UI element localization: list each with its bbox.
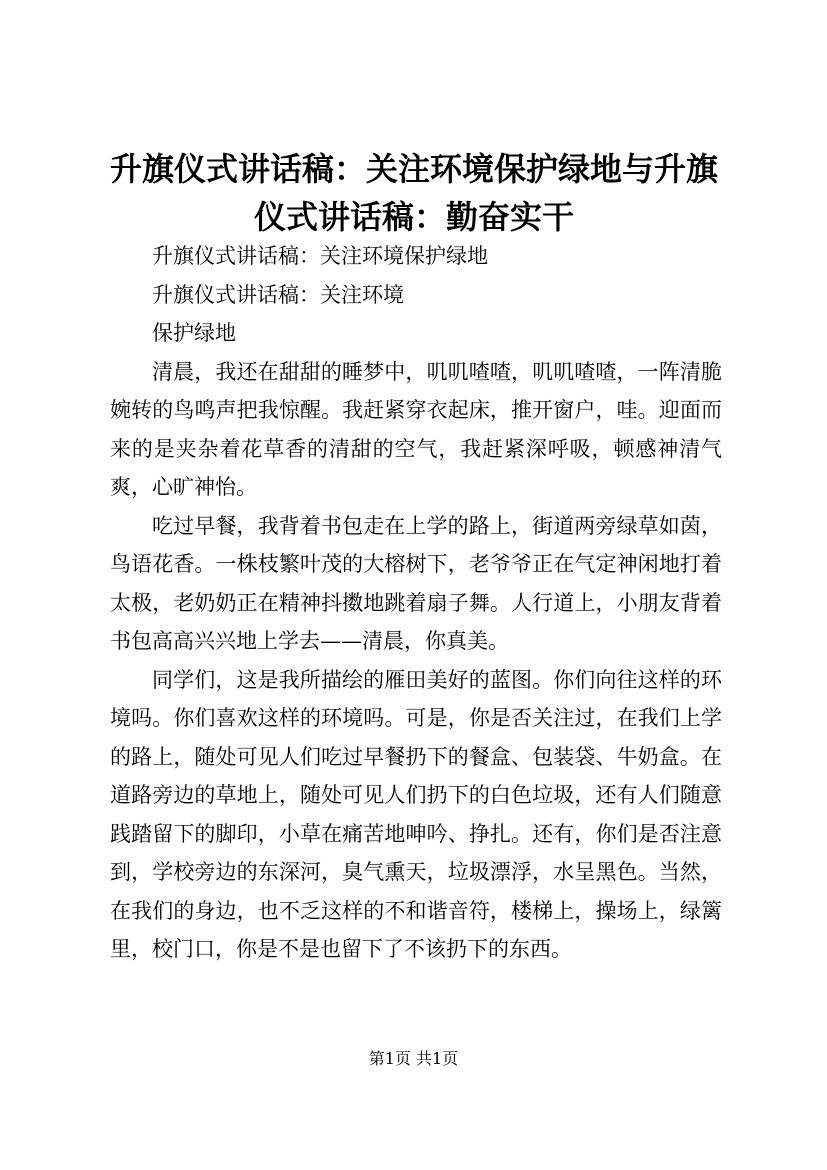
paragraph-heading-1: 升旗仪式讲话稿：关注环境保护绿地 [152,244,488,268]
paragraph-body: 吃过早餐，我背着书包走在上学的路上，街道两旁绿草如茵，鸟语花香。一株枝繁叶茂的大榕树下，老爷爷正在气定神闲地打着太极，老奶奶正在精神抖擞地跳着扇子舞。人行道上，小朋友背着书包高高兴兴地上学去——清晨，你真美。 [110,513,722,653]
paragraph-body: 清晨，我还在甜甜的睡梦中，叽叽喳喳，叽叽喳喳，一阵清脆婉转的鸟鸣声把我惊醒。我赶紧穿衣起床，推开窗户，哇。迎面而来的是夹杂着花草香的清甜的空气，我赶紧深呼吸，顿感神清气爽，心旷神怡。 [110,359,722,499]
document-title: 升旗仪式讲话稿：关注环境保护绿地与升旗仪式讲话稿：勤奋实干 [109,150,718,236]
document-body [110,237,722,969]
page-footer: 第1页 共1页 [368,1049,459,1068]
paragraph-body: 同学们，这是我所描绘的雁田美好的蓝图。你们向往这样的环境吗。你们喜欢这样的环境吗。可是，你是否关注过，在我们上学的路上，随处可见人们吃过早餐扔下的餐盒、包装袋、牛奶盒。在道路旁边的草地上，随处可见人们扔下的白色垃圾，还有人们随意践踏留下的脚印，小草在痛苦地呻吟、挣扎。还有，你们是否注意到，学校旁边的东深河，臭气熏天，垃圾漂浮，水呈黑色。当然，在我们的身边，也不乏这样的不和谐音符，楼梯上，操场上，绿篱里，校门口，你是不是也留下了不该扔下的东西。 [110,667,722,961]
paragraph-heading-3: 保护绿地 [152,321,236,345]
paragraph-heading-2: 升旗仪式讲话稿：关注环境 [152,282,404,307]
